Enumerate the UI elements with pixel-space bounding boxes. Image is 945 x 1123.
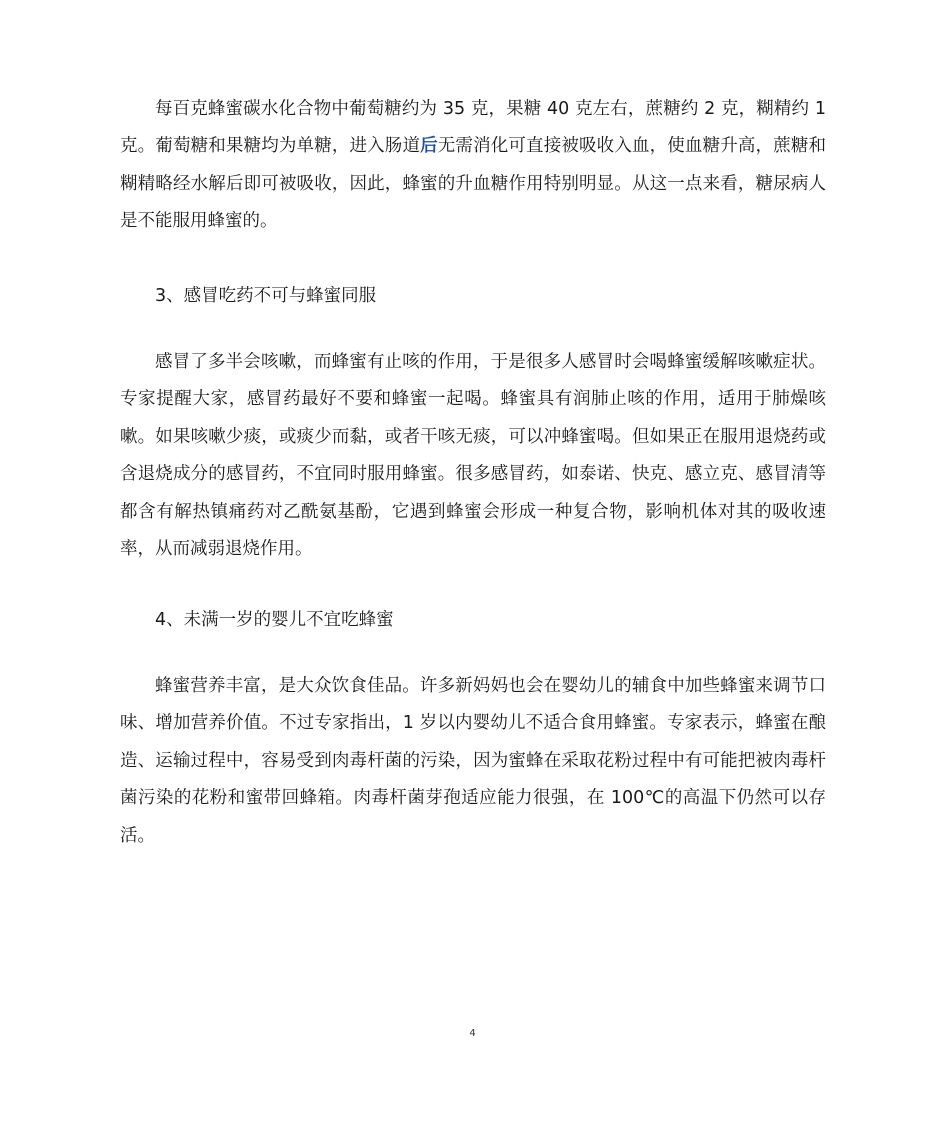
paragraph-text: 无需消化可直接被吸收入血，使血糖升高，蔗糖和糊精略经水解后即可被吸收，因此，蜂蜜的升血糖作用特别明显。从这一点来看，糖尿病人是不能服用蜂蜜的。 (120, 136, 827, 232)
paragraph-cold-medicine: 感冒了多半会咳嗽，而蜂蜜有止咳的作用，于是很多人感冒时会喝蜂蜜缓解咳嗽症状。专家提醒大家，感冒药最好不要和蜂蜜一起喝。蜂蜜具有润肺止咳的作用，适用于肺燥咳嗽。如果咳嗽少痰，或痰少而黏，或者干咳无痰，可以冲蜂蜜喝。但如果正在服用退烧药或含退烧成分的感冒药，不宜同时服用蜂蜜。很多感冒药，如泰诺、快克、感立克、感冒清等都含有解热镇痛药对乙酰氨基酚，它遇到蜂蜜会形成一种复合物，影响机体对其的吸收速率，从而减弱退烧作用。 (120, 352, 826, 560)
section-heading-4: 4、未满一岁的婴儿不宜吃蜂蜜 (155, 610, 394, 630)
page-number: 4 (469, 1028, 476, 1039)
paragraph-sugar-content (120, 91, 826, 241)
highlighted-word: 后 (420, 136, 438, 157)
section-heading-3: 3、感冒吃药不可与蜂蜜同服 (155, 286, 377, 306)
paragraph-text: 每百克蜂蜜碳水化合物中葡萄糖约为 35 克，果糖 40 克左右，蔗糖约 2 克，糊精约 1 克。葡萄糖和果糖均为单糖，进入肠道 (120, 99, 826, 157)
paragraph-infant-honey: 蜂蜜营养丰富，是大众饮食佳品。许多新妈妈也会在婴幼儿的辅食中加些蜂蜜来调节口味、增加营养价值。不过专家指出，1 岁以内婴幼儿不适合食用蜂蜜。专家表示，蜂蜜在酿造、运输过程中，容易受到肉毒杆菌的污染，因为蜜蜂在采取花粉过程中有可能把被肉毒杆菌污染的花粉和蜜带回蜂箱。肉毒杆菌芽孢适应能力很强，在 100℃的高温下仍然可以存活。 (120, 676, 826, 846)
